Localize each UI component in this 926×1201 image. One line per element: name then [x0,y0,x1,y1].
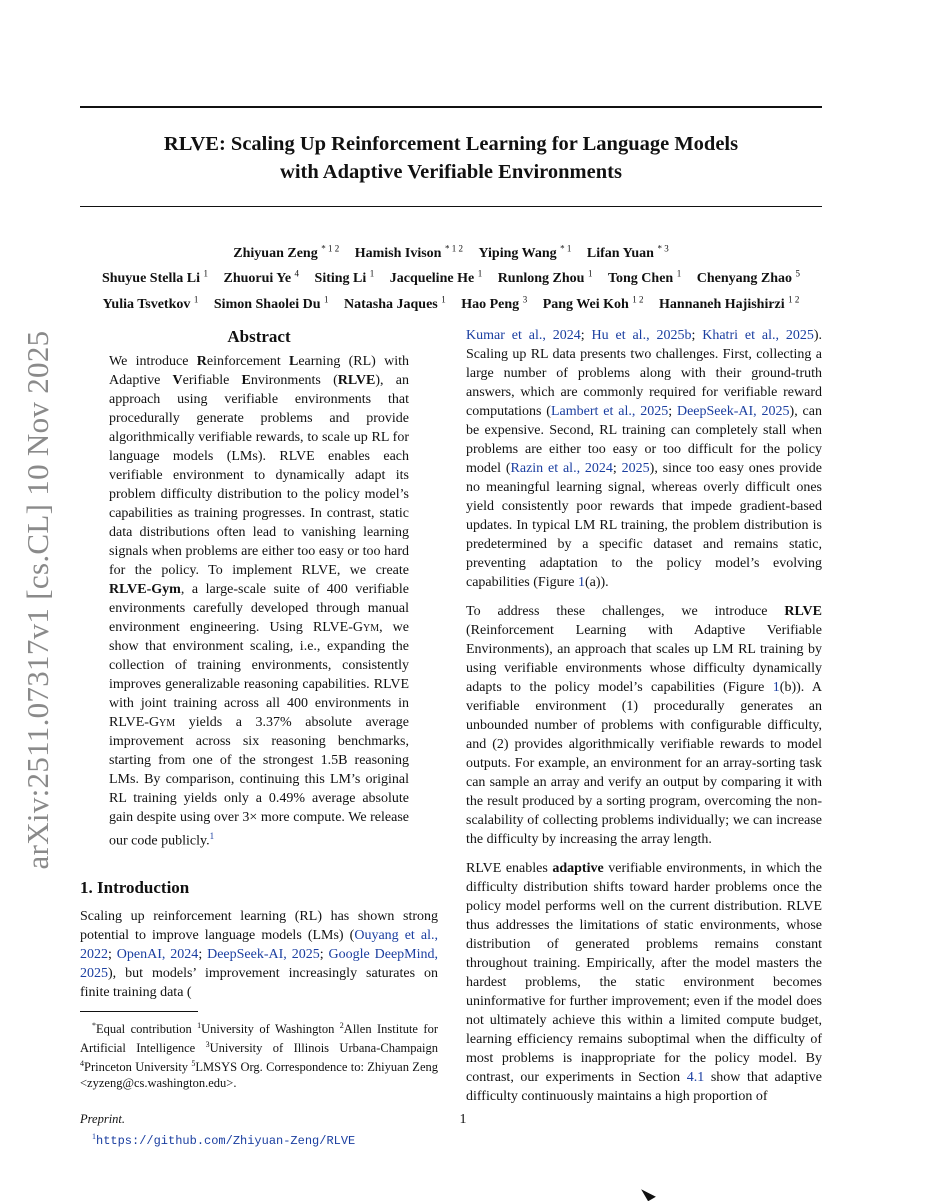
citation-link[interactable]: OpenAI, 2024 [116,946,199,962]
author-line-3 [80,289,822,315]
arxiv-sidebar [18,330,58,870]
introduction-heading: 1. Introduction [80,877,190,897]
citation-link[interactable]: 2025 [621,461,650,476]
figure-link[interactable]: 1 [772,680,780,695]
title-rule-top [80,106,822,108]
citation-link[interactable]: DeepSeek-AI, 2025 [207,946,320,962]
author: Zhiyuan Zeng $^{* 1 2}$ [233,243,340,261]
author-list [80,238,822,315]
preprint-label: Preprint. [80,1112,126,1127]
intro-paragraph-2: To address these challenges, we introduce RLVE (Reinforcement Learning with Adaptive Verifiable Environments), an approach that scales up LM RL training by using verifiable environments whose difficulty dynamically adapts to the policy model’s capabilities (Figure 1(b)). A verifiable environment (1) procedurally generates an unbounded number of problems with configurable difficulty, and (2) provides algorithmically verifiable rewards to model outputs. For example, an environment for an array-sorting task can sample an array and verify an output by comparing it with the result produced by a sorting program, overcoming the non-scalability of collecting problems individually; we can increase the difficulty by increasing the array length. [466,604,822,847]
page-number: 1 [459,1112,467,1127]
author: Yulia Tsvetkov $^1$ [102,294,199,312]
title-line-1: RLVE: Scaling Up Reinforcement Learning for Language Models [163,133,739,155]
footnote-divider [80,1011,198,1012]
section-link[interactable]: 4.1 [686,1070,705,1085]
author: Shuyue Stella Li $^1$ [101,268,208,287]
author: Siting Li $^1$ [314,268,375,287]
citation-link[interactable]: Hu et al., 2025b [591,328,692,343]
author: Simon Shaolei Du $^1$ [213,294,329,312]
author: Tong Chen $^1$ [607,268,682,287]
citation-link[interactable]: Kumar et al., 2024 [466,328,581,343]
citation-link[interactable]: Lambert et al., 2025 [550,404,669,419]
repo-link[interactable]: https://github.com/Zhiyuan-Zeng/RLVE [96,1134,356,1149]
author: Runlong Zhou $^1$ [497,268,593,287]
author: Hannaneh Hajishirzi $^{1 2}$ [659,294,800,312]
citation-link[interactable]: Ouyang et al., 2022 [80,927,438,962]
citation-link[interactable]: DeepSeek-AI, 2025 [676,404,790,419]
author: Hao Peng $^3$ [461,294,528,312]
author: Jacqueline He $^1$ [389,268,483,287]
author-line-1 [80,238,822,264]
author: Lifan Yuan $^{* 3}$ [586,243,669,261]
author: Yiping Wang $^{* 1}$ [478,243,572,261]
citation-link[interactable]: Google DeepMind, 2025 [80,946,438,981]
author: Pang Wei Koh $^{1 2}$ [542,294,644,312]
right-column [466,326,822,1106]
figure-link[interactable]: 1 [577,575,585,590]
title-line-2: with Adaptive Verifiable Environments [280,161,622,183]
intro-paragraph-1: Scaling up reinforcement learning (RL) has shown strong potential to improve language models (LMs) (Ouyang et al., 2022; OpenAI, 2024; DeepSeek-AI, 2025; Google DeepMind, 2025), but models’ improvement increasingly saturates on finite training data ( [80,908,438,1000]
intro-paragraph-1-cont: Kumar et al., 2024; Hu et al., 2025b; Khatri et al., 2025). Scaling up RL data presents two challenges. First, collecting a large number of problems along with their ground-truth answers, which are commonly required for verifiable reward computations (Lambert et al., 2025; DeepSeek-AI, 2025), can be expensive. Second, RL training can completely stall when problems are either too easy or too difficult for the policy model (Razin et al., 2024; 2025), since too easy ones provide no meaningful learning signal, whereas overly difficult ones yield consistently poor rewards that impede gradient-based updates. In typical LM RL training, the problem distribution is predetermined by a specific dataset and remains static, preventing adaptation to the policy model’s evolving capabilities (Figure 1(a)). [466,328,823,590]
author: Natasha Jaques $^1$ [343,294,446,312]
abstract-text: We introduce Reinforcement Learning (RL) with Adaptive Verifiable Environments (RLVE), an approach using verifiable environments that procedurally generate problems and provide algorithmically verifiable rewards, to scale up RL for language models (LMs). RLVE enables each verifiable environment to dynamically adapt its problem difficulty distribution to the policy model’s capabilities as training progresses. In contrast, static data distributions often lead to vanishing learning signals when problems are either too easy or too hard for the policy. To implement RLVE, we create RLVE-Gym, a large-scale suite of 400 verifiable environments carefully developed through manual environment engineering. Using RLVE-Gym, we show that environment scaling, i.e., expanding the collection of training environments, consistently improves generalizable reasoning capabilities. RLVE with joint training across all 400 environments in RLVE-Gym yields a 3.37% absolute average improvement across six reasoning benchmarks, starting from one of the strongest 1.5B reasoning LMs. By comparison, continuing this LM’s original RL training yields only a 0.49% average absolute gain despite using over 3× more compute. We release our code publicly.$^1$ [109,354,410,849]
left-column [80,326,438,1149]
title-rule-bottom [80,206,822,207]
author-line-2 [80,264,822,290]
paper-title [80,130,822,186]
arxiv-identifier: arXiv:2511.07317v1 [cs.CL] 10 Nov 2025 [20,330,55,870]
affiliation-footnote: *Equal contribution $^1$University of Washington $^2$Allen Institute for Artificial Intelligence $^3$University of Illinois Urbana-Champaign $^4$Princeton University $^5$LMSYS Org. Correspondence to: Zhiyuan Zeng <zyzeng@cs.washington.edu>. [80,1020,439,1091]
mouse-cursor-icon [641,1185,656,1201]
citation-link[interactable]: Khatri et al., 2025 [702,328,814,343]
url-footnote: $^1$https://github.com/Zhiyuan-Zeng/RLVE [92,1132,356,1149]
citation-link[interactable]: Razin et al., 2024 [510,461,613,476]
author: Chenyang Zhao $^5$ [696,268,801,287]
author: Hamish Ivison $^{* 1 2}$ [354,243,463,261]
intro-paragraph-3: RLVE enables adaptive verifiable environments, in which the difficulty distribution shifts toward harder problems once the policy model performs well on the current distribution. RLVE thus addresses the limitations of static environments, whose distribution of generated problems remains constant throughout training. Empirically, after the model masters the hardest problems, the static environment becomes uninformative for further improvement; even if the model does not ultimately achieve this within a limited compute budget, learning efficiency remains suboptimal when the difficulty of most problems is inappropriate for the policy model. By contrast, our experiments in Section 4.1 show that adaptive difficulty continuously maintains a high proportion of [466,861,822,1104]
abstract-heading: Abstract [227,327,291,346]
footnote-ref[interactable]: 1 [209,831,215,841]
author: Zhuorui Ye $^4$ [223,268,300,287]
